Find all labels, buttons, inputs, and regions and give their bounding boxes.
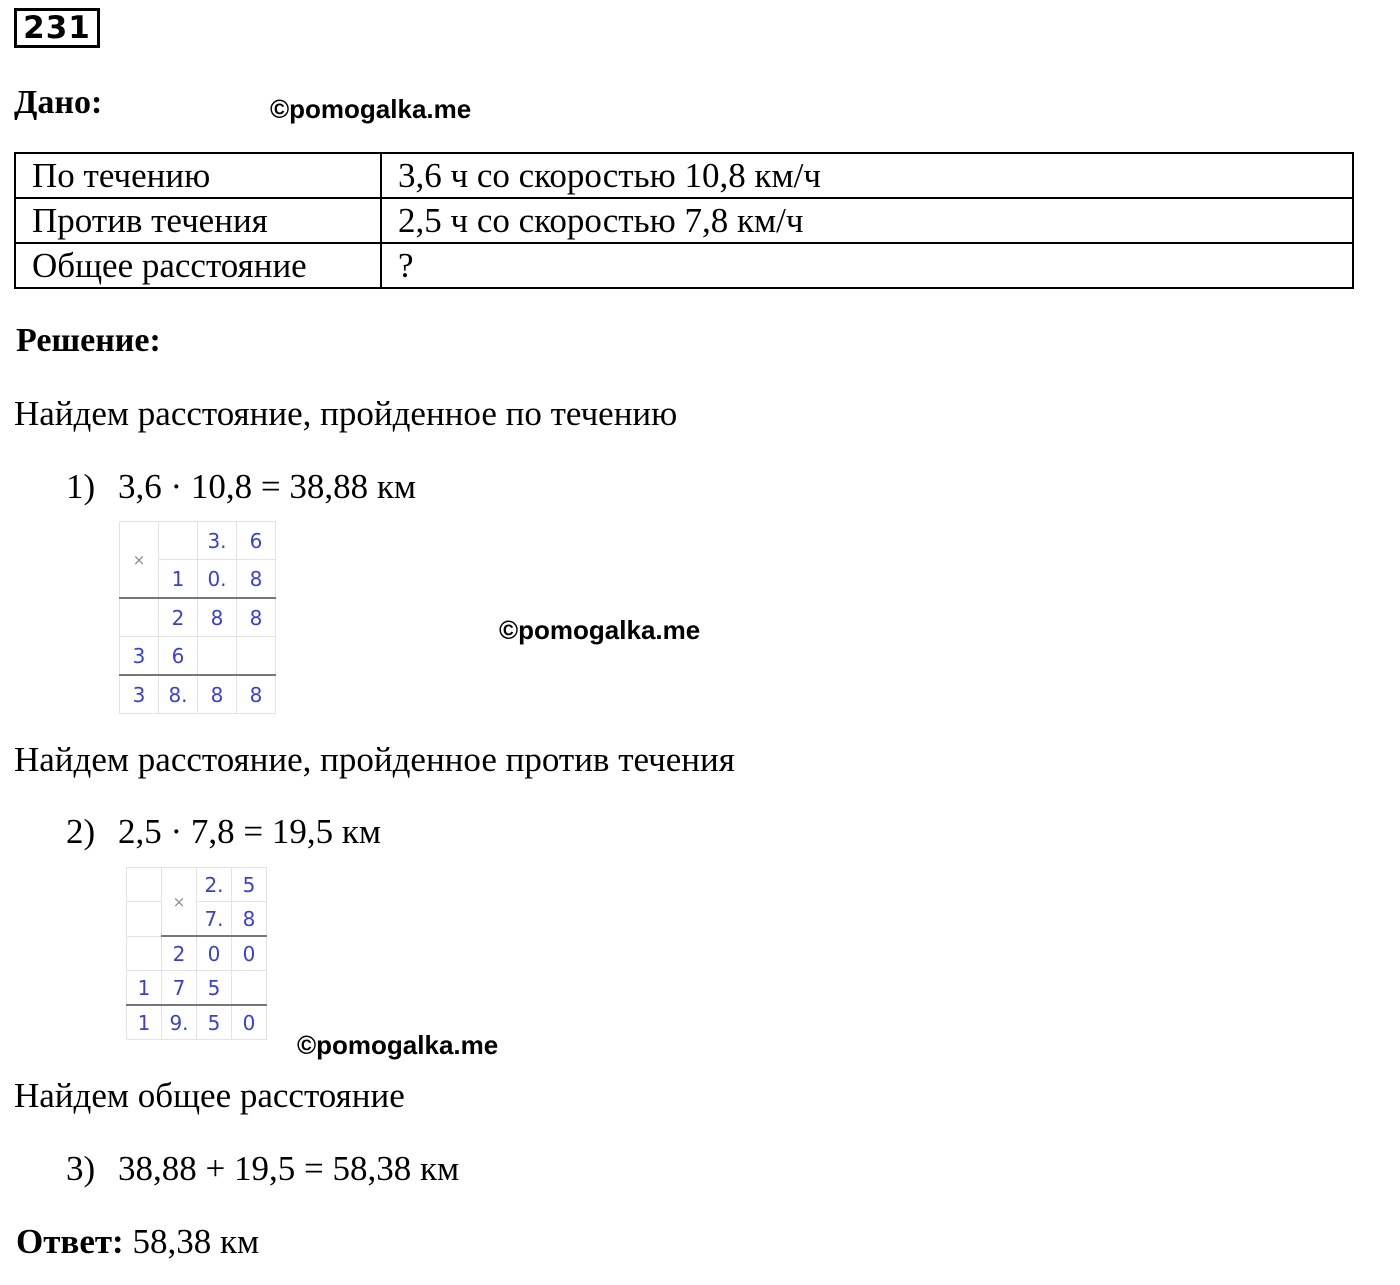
calc-cell: 8 <box>237 560 276 599</box>
calc-cell: 2. <box>197 868 232 902</box>
calc-cell <box>127 868 162 902</box>
section-heading-1: Найдем расстояние, пройденное по течению <box>14 394 678 433</box>
given-label-cell: Общее расстояние <box>15 243 381 288</box>
answer-label: Ответ: <box>16 1222 124 1261</box>
calc-cell <box>127 936 162 971</box>
given-value-cell: ? <box>381 243 1353 288</box>
given-label-cell: По течению <box>15 153 381 198</box>
column-multiplication-1 <box>119 521 276 714</box>
calc-cell: 5 <box>197 1005 232 1040</box>
calc-cell: 8. <box>159 675 198 714</box>
calc-cell: 2 <box>159 598 198 637</box>
section-heading-3: Найдем общее расстояние <box>14 1076 405 1115</box>
watermark-bottom: ©pomogalka.me <box>297 1030 499 1060</box>
calc-cell: 0 <box>232 1005 267 1040</box>
problem-number: 231 <box>14 8 100 48</box>
section-heading-2: Найдем расстояние, пройденное против течения <box>14 740 735 779</box>
solution-label: Решение: <box>16 322 161 359</box>
calc-cell: 0 <box>197 936 232 971</box>
watermark-middle: ©pomogalka.me <box>499 615 701 645</box>
calc-cell: 8 <box>232 902 267 937</box>
multiply-sign: × <box>120 522 159 599</box>
given-value-cell: 2,5 ч со скоростью 7,8 км/ч <box>381 198 1353 243</box>
table-row <box>15 153 1353 198</box>
calc-cell: 1 <box>159 560 198 599</box>
calc-cell: 6 <box>237 522 276 560</box>
step-expression: 2,5 · 7,8 = 19,5 км <box>118 812 382 851</box>
calc-cell: 0. <box>198 560 237 599</box>
answer-value: 58,38 км <box>132 1222 260 1261</box>
multiply-sign: × <box>162 868 197 937</box>
column-multiplication-2 <box>126 867 267 1040</box>
given-value-cell: 3,6 ч со скоростью 10,8 км/ч <box>381 153 1353 198</box>
given-label: Дано: <box>14 84 103 121</box>
calc-cell: 3 <box>120 675 159 714</box>
calc-cell <box>120 598 159 637</box>
table-row <box>15 198 1353 243</box>
given-label-cell: Против течения <box>15 198 381 243</box>
calc-cell: 7. <box>197 902 232 937</box>
calc-cell: 3 <box>120 637 159 676</box>
calc-cell: 8 <box>237 675 276 714</box>
calc-cell <box>232 971 267 1006</box>
step-number: 1) <box>66 467 96 506</box>
calc-cell: 8 <box>237 598 276 637</box>
calc-cell <box>237 637 276 676</box>
answer <box>16 1222 259 1262</box>
watermark-top: ©pomogalka.me <box>270 94 472 124</box>
step-1 <box>66 467 416 507</box>
step-expression: 38,88 + 19,5 = 58,38 км <box>118 1149 460 1188</box>
calc-cell: 7 <box>162 971 197 1006</box>
step-3 <box>66 1149 459 1189</box>
step-expression: 3,6 · 10,8 = 38,88 км <box>118 467 417 506</box>
calc-cell: 1 <box>127 1005 162 1040</box>
calc-cell: 8 <box>198 598 237 637</box>
calc-cell <box>198 637 237 676</box>
calc-cell: 6 <box>159 637 198 676</box>
calc-cell: 3. <box>198 522 237 560</box>
table-row <box>15 243 1353 288</box>
calc-cell: 0 <box>232 936 267 971</box>
calc-cell: 1 <box>127 971 162 1006</box>
given-table <box>14 152 1354 289</box>
calc-cell: 5 <box>232 868 267 902</box>
calc-cell <box>159 522 198 560</box>
calc-cell: 5 <box>197 971 232 1006</box>
calc-cell: 2 <box>162 936 197 971</box>
calc-cell: 8 <box>198 675 237 714</box>
step-2 <box>66 812 381 852</box>
calc-cell <box>127 902 162 937</box>
step-number: 3) <box>66 1149 96 1188</box>
step-number: 2) <box>66 812 96 851</box>
calc-cell: 9. <box>162 1005 197 1040</box>
